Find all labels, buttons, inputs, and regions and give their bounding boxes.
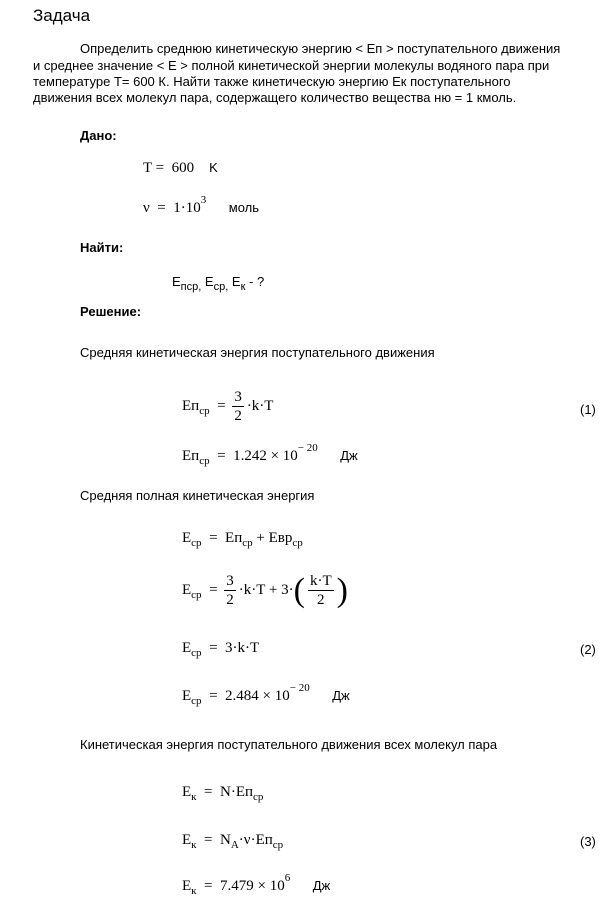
equation-2b: $E_{ср}$ = $\frac{3}{2}$ ·k·T + 3·( $\frac{k\cdot T}{2}$ ) bbox=[182, 571, 348, 609]
problem-line-2: и среднее значение < Е > полной кинетической энергии молекулы водяного пара при bbox=[33, 58, 550, 73]
nu-unit: моль bbox=[228, 200, 260, 215]
equation-1: $Eп_{ср}$ = $\frac{3}{2}$ ·k·T bbox=[182, 389, 274, 424]
right-paren: ) bbox=[336, 571, 348, 609]
fraction-kT-2: $\frac{k\cdot T}{2}$ bbox=[309, 573, 332, 608]
equation-2a: $E_{ср} = Eп_{ср} + Eвр_{ср}$ bbox=[182, 530, 303, 549]
problem-line-1: Определить среднюю кинетическую энергию < Еп > поступательного движения bbox=[80, 41, 561, 56]
result-2-unit: Дж bbox=[332, 688, 350, 703]
result-1-unit: Дж bbox=[340, 448, 358, 463]
equation-3a: $E_к = N\cdot Eп_{ср}$ bbox=[182, 784, 264, 803]
solution-heading: Решение: bbox=[80, 304, 142, 319]
nu-symbol: ν bbox=[143, 200, 150, 216]
problem-line-4: движения всех молекул пара, содержащего количество вещества ню = 1 кмоль. bbox=[33, 90, 517, 105]
left-paren: ( bbox=[293, 571, 305, 609]
nu-value: 1·10 bbox=[173, 200, 201, 216]
nu-exponent: 3 bbox=[200, 194, 207, 206]
equation-number-3: (3) bbox=[580, 834, 596, 849]
T-value: 600 bbox=[171, 160, 195, 176]
section-3-text: Кинетическая энергия поступательного движения всех молекул пара bbox=[80, 737, 498, 752]
problem-line-3: температуре Т= 600 К. Найти также кинетическую энергию Ек поступательного bbox=[33, 74, 511, 89]
result-3: $E_к = 7.479 \times 10^6$ Дж bbox=[182, 872, 331, 897]
T-symbol: T bbox=[143, 160, 152, 176]
given-temperature: T = 600 K bbox=[143, 160, 218, 176]
equation-number-1: (1) bbox=[580, 402, 596, 417]
section-1-text: Средняя кинетическая энергия поступательного движения bbox=[80, 345, 435, 360]
given-amount: $\nu = 1\cdot 10^3$ моль bbox=[143, 194, 260, 216]
equation-2c: $E_{ср} = 3\cdot k\cdot T$ bbox=[182, 640, 260, 659]
page-title: Задача bbox=[33, 6, 91, 25]
given-heading: Дано: bbox=[80, 128, 117, 143]
fraction-3-2: $\frac{3}{2}$ bbox=[226, 573, 234, 608]
result-1: $Eп_{ср} = 1.242 \times 10^{- 20}$ Дж bbox=[182, 442, 358, 467]
fraction-3-2: $\frac{3}{2}$ bbox=[234, 389, 242, 424]
find-list: $E_{пср,}$ $E_{ср,}$ $E_к$ - ? bbox=[172, 274, 265, 293]
result-3-unit: Дж bbox=[312, 878, 331, 893]
section-2-text: Средняя полная кинетическая энергия bbox=[80, 488, 315, 503]
equation-3b: $E_к = N_A\cdot\nu\cdot Eп_{ср}$ bbox=[182, 832, 284, 851]
result-2: $E_{ср} = 2.484 \times 10^{- 20}$ Дж bbox=[182, 682, 350, 707]
T-unit: K bbox=[209, 160, 218, 175]
find-heading: Найти: bbox=[80, 240, 124, 255]
equation-number-2: (2) bbox=[580, 642, 596, 657]
